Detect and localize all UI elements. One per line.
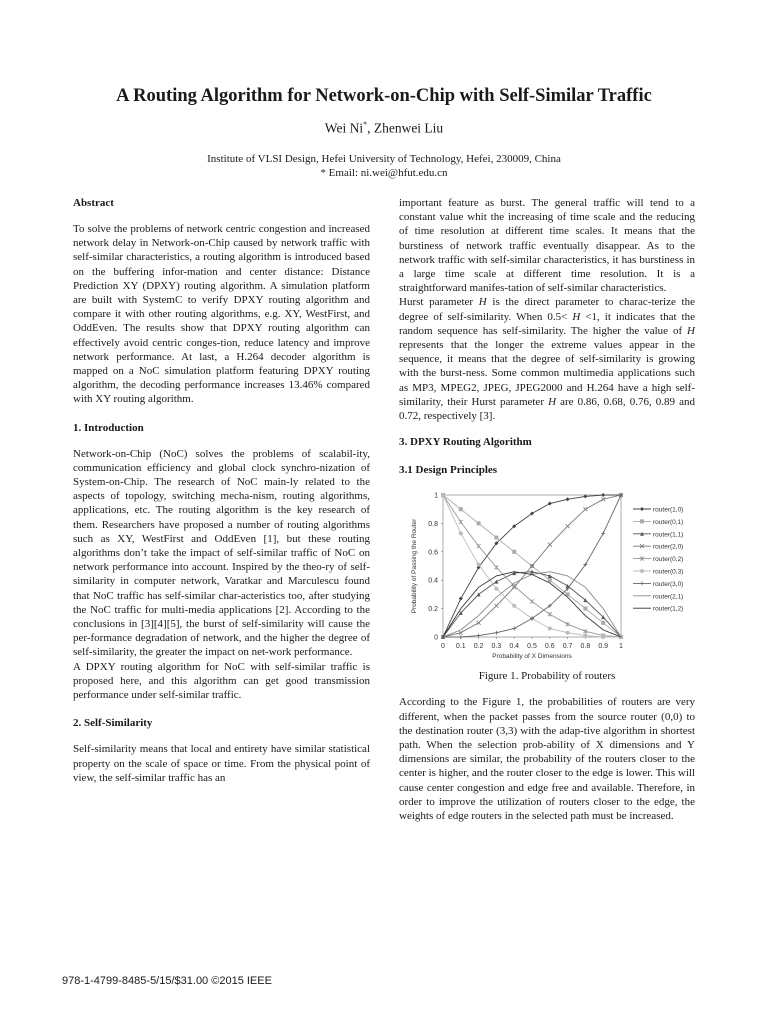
paper-title: A Routing Algorithm for Network-on-Chip with Self-Similar Traffic (116, 86, 652, 106)
data-point (601, 635, 605, 639)
copyright-footer: 978-1-4799-8485-5/15/$31.00 ©2015 IEEE (62, 975, 272, 987)
x-tick-label: 1 (619, 643, 623, 651)
legend-marker (640, 507, 644, 511)
y-axis-label: Probability of Passing the Router (411, 518, 418, 614)
data-point (512, 604, 516, 608)
x-tick-label: 0.6 (544, 643, 555, 651)
x-tick-label: 0.5 (527, 643, 537, 651)
section3-heading: 3. DPXY Routing Algorithm (399, 436, 532, 449)
data-point (459, 520, 463, 524)
data-point (601, 493, 605, 497)
intro-paragraph-1: Network-on-Chip (NoC) solves the problems of scalabil-ity, communication efficiency and global clock synchro-nization of System-on-Chip. The research of NoC main-ly related to the aspects of topology, switching mecha-nism, routing algorithms, applications, etc. The routing algorithm is the key research of them. Researchers have proposed a number of routing algorithms such as XY, WestFirst and OddEven [1], but these routing algorithms don’t take the impact of self-similar traffic of NoC on network performance into account. Inspired by the theo-ry of self-similarity in computer network, Varatkar and Marculescu found that NoC traffic has self-similar char-acteristics too, after studying the NoC traffic for multi-media applications [2]. According to the conclusions in [3][4][5], the burst of self-similarity will cause the per-formance degradation of network, and the higher the degree of self-similarity, the greater the impact on net-work performance. (73, 447, 370, 659)
data-point (548, 502, 552, 506)
figure-1 (399, 487, 695, 663)
data-point (566, 498, 570, 502)
legend-marker (640, 520, 644, 524)
legend-label: router(1,1) (653, 531, 684, 539)
section31-heading: 3.1 Design Principles (399, 464, 498, 477)
figure-caption: Figure 1. Probability of routers (478, 670, 616, 683)
y-tick-label: 0.6 (428, 549, 438, 557)
x-tick-label: 0 (441, 643, 445, 651)
legend-label: router(0,1) (653, 519, 684, 527)
y-tick-label: 0.4 (428, 577, 438, 585)
data-point (494, 566, 498, 570)
data-point (494, 536, 498, 540)
affiliation: Institute of VLSI Design, Hefei University of Technology, Hefei, 230009, China (207, 153, 561, 165)
series-line-router21 (443, 572, 621, 637)
data-point (530, 600, 534, 604)
corresponding-mark: * (363, 120, 368, 129)
abstract-body: To solve the problems of network centric congestion and increased network delay in Network-on-Chip caused by network traffic with self-similar characteristics, a routing algorithm is introduced based on the buffering infor-mation and center distance: Distance Prediction XY (DPXY) routing algorithm. A simulation platform are built with SystemC to verify DPXY routing algorithm and compare it with other routing algorithms, e.g. XY, WestFirst, and OddEven. The results show that DPXY routing algorithm can effectively avoid centric conges-tion, reduce latency and improve network performance. At last, a H.264 decoder algorithm is mapped on a NoC simulation platform featuring DPXY routing algorithm, the decoding performance increases 13.46% compared with XY routing algorithm. (73, 223, 370, 406)
x-tick-label: 0.8 (580, 643, 591, 651)
x-tick-label: 0.9 (598, 643, 609, 651)
data-point (548, 627, 552, 631)
y-tick-label: 1 (434, 492, 438, 500)
legend-label: router(2,0) (653, 543, 684, 551)
data-point (512, 627, 516, 631)
data-point (548, 578, 552, 582)
legend-marker (640, 582, 644, 586)
right-column (399, 196, 695, 823)
selfsim-heading: 2. Self-Similarity (73, 717, 153, 730)
x-tick-label: 0.4 (509, 643, 520, 651)
legend-label: router(2,1) (653, 593, 684, 601)
x-tick-label: 0.2 (473, 643, 484, 651)
x-tick-label: 0.3 (491, 643, 502, 651)
y-tick-label: 0 (434, 634, 438, 642)
legend-marker (640, 569, 644, 573)
data-point (459, 532, 463, 536)
data-point (548, 613, 552, 617)
legend-label: router(3,0) (653, 581, 684, 589)
abstract-heading: Abstract (73, 197, 114, 209)
hurst-paragraph: Hurst parameter H is the direct parameter to charac-terize the degree of self-similarity. When 0.5< H <1, it indicates that the random sequence has self-similarity. The higher the value of H represents that the longer the extreme values appear in the sequence, it means that the degree of self-similarity is growing with the burst-ness. Some common multimedia applications such as MP3, MPEG2, JPEG, JPEG2000 and H.264 have a high self-similarity, their Hurst parameter H are 0.86, 0.68, 0.76, 0.89 and 0.72, respectively [3]. (399, 296, 695, 423)
data-point (566, 631, 570, 635)
data-point (548, 543, 552, 547)
data-point (512, 550, 516, 554)
burst-paragraph: important feature as burst. The general traffic will tend to a constant value whit the increasing of time scale and the reducing of time resolution at different time scales. It means that the burstiness of network traffic eventually disappear. As to the network traffic with self-similar characteristics, it has burstiness in a large time scale at different time resolution. It is a straightforward manifes-tation of self-similar characteristics. (399, 197, 695, 295)
data-point (459, 507, 463, 511)
router-probability-chart (399, 487, 695, 663)
data-point (566, 622, 570, 626)
data-point (494, 587, 498, 591)
data-point (477, 522, 481, 526)
y-tick-label: 0.2 (428, 606, 438, 614)
author-2: , Zhenwei Liu (367, 120, 444, 136)
selfsim-paragraph: Self-similarity means that local and entirety have similar statistical property on the scale of space or time. From the physical point of view, the self-similar traffic has an (73, 743, 370, 784)
data-point (459, 597, 463, 601)
data-point (494, 604, 498, 608)
analysis-paragraph: According to the Figure 1, the probabilities of routers are very different, when the packet passes from the source router (0,0) to the destination router (3,3) with the adap-tive algorithm in shortest path. When the selection prob-ability of X dimensions and Y dimensions are similar, the probability of the routers closer to the center is higher, and the router closer to the edge is lower. This will cause center congestion and edge free and available. Therefore, in order to improve the utilization of routers closer to the edge, the weights of edge routers in the selected path must be increased. (399, 696, 695, 823)
legend-label: router(1,0) (653, 506, 684, 514)
legend-label: router(1,2) (653, 605, 684, 613)
data-point (477, 621, 481, 625)
data-point (583, 507, 587, 511)
data-point (494, 580, 498, 584)
data-point (601, 532, 605, 536)
data-point (477, 563, 481, 567)
x-axis-label: Probability of X Dimensions (492, 653, 572, 661)
data-point (477, 544, 481, 548)
intro-paragraph-2: A DPXY routing algorithm for NoC with self-similar traffic is proposed here, and this algorithm can get good transmission performance under self-similar traffic. (73, 660, 370, 702)
author-1: Wei Ni (324, 120, 364, 136)
data-point (601, 621, 605, 625)
affiliation-block (0, 152, 768, 180)
email: * Email: ni.wei@hfut.edu.cn (320, 167, 448, 179)
data-point (583, 634, 587, 638)
y-tick-label: 0.8 (428, 521, 438, 529)
series-line-router11 (443, 572, 621, 637)
author-line (0, 120, 768, 137)
data-point (494, 631, 498, 635)
left-column (73, 196, 370, 785)
x-tick-label: 0.1 (455, 643, 466, 651)
intro-heading: 1. Introduction (73, 421, 144, 434)
legend-label: router(0,3) (653, 568, 684, 576)
legend-label: router(0,2) (653, 556, 684, 564)
data-point (459, 635, 463, 639)
data-point (566, 524, 570, 528)
data-point (583, 607, 587, 611)
series-line-router12 (443, 572, 621, 637)
data-point (441, 493, 445, 497)
x-tick-label: 0.7 (562, 643, 573, 651)
